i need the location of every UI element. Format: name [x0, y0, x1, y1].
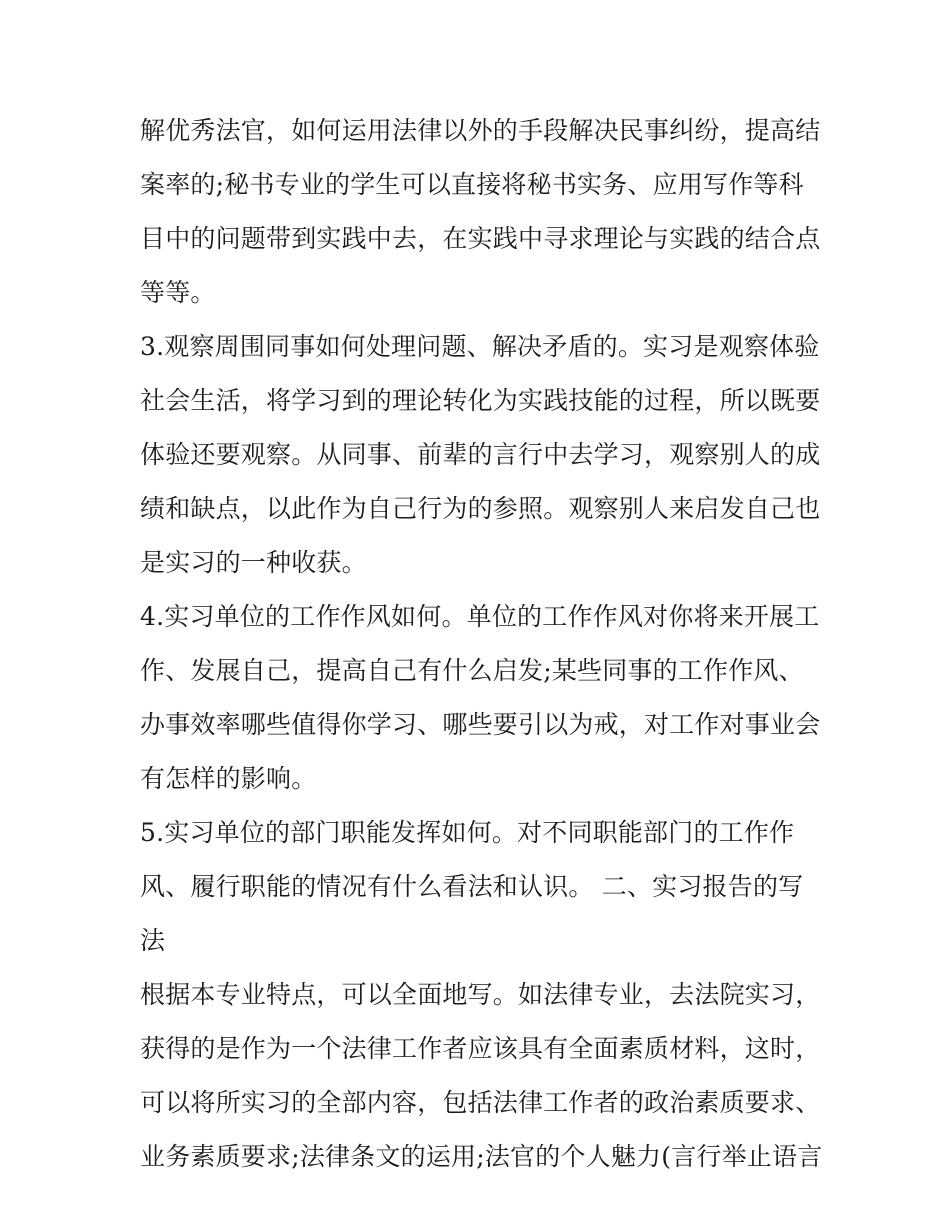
- text-line: 案率的;秘书专业的学生可以直接将秘书实务、应用写作等科: [140, 170, 804, 199]
- text-line: 4.实习单位的工作作风如何。单位的工作作风对你将来开展工: [140, 602, 820, 631]
- text-line: 可以将所实习的全部内容，包括法律工作者的政治素质要求、: [140, 1088, 821, 1117]
- text-line: 5.实习单位的部门职能发挥如何。对不同职能部门的工作作: [140, 818, 795, 847]
- text-line: 风、履行职能的情况有什么看法和认识。 二、实习报告的写: [140, 872, 804, 901]
- text-line: 有怎样的影响。: [140, 764, 317, 793]
- text-line: 是实习的一种收获。: [140, 548, 367, 577]
- text-line: 解优秀法官，如何运用法律以外的手段解决民事纠纷，提高结: [140, 116, 821, 145]
- text-line: 等等。: [140, 278, 216, 307]
- text-line: 体验还要观察。从同事、前辈的言行中去学习，观察别人的成: [140, 440, 821, 469]
- text-line: 法: [140, 926, 166, 955]
- text-line: 作、发展自己，提高自己有什么启发;某些同事的工作作风、: [140, 656, 804, 685]
- text-line: 社会生活，将学习到的理论转化为实践技能的过程，所以既要: [140, 386, 821, 415]
- text-line: 绩和缺点，以此作为自己行为的参照。观察别人来启发自己也: [140, 494, 821, 523]
- text-line: 办事效率哪些值得你学习、哪些要引以为戒，对工作对事业会: [140, 710, 821, 739]
- text-line: 3.观察周围同事如何处理问题、解决矛盾的。实习是观察体验: [140, 332, 820, 361]
- text-line: 获得的是作为一个法律工作者应该具有全面素质材料，这时，: [140, 1034, 821, 1063]
- text-line: 根据本专业特点，可以全面地写。如法律专业，去法院实习，: [140, 980, 821, 1009]
- text-line: 目中的问题带到实践中去，在实践中寻求理论与实践的结合点: [140, 224, 821, 253]
- text-line: 业务素质要求;法律条文的运用;法官的个人魅力(言行举止语言: [140, 1142, 823, 1171]
- body-text: [140, 104, 823, 1184]
